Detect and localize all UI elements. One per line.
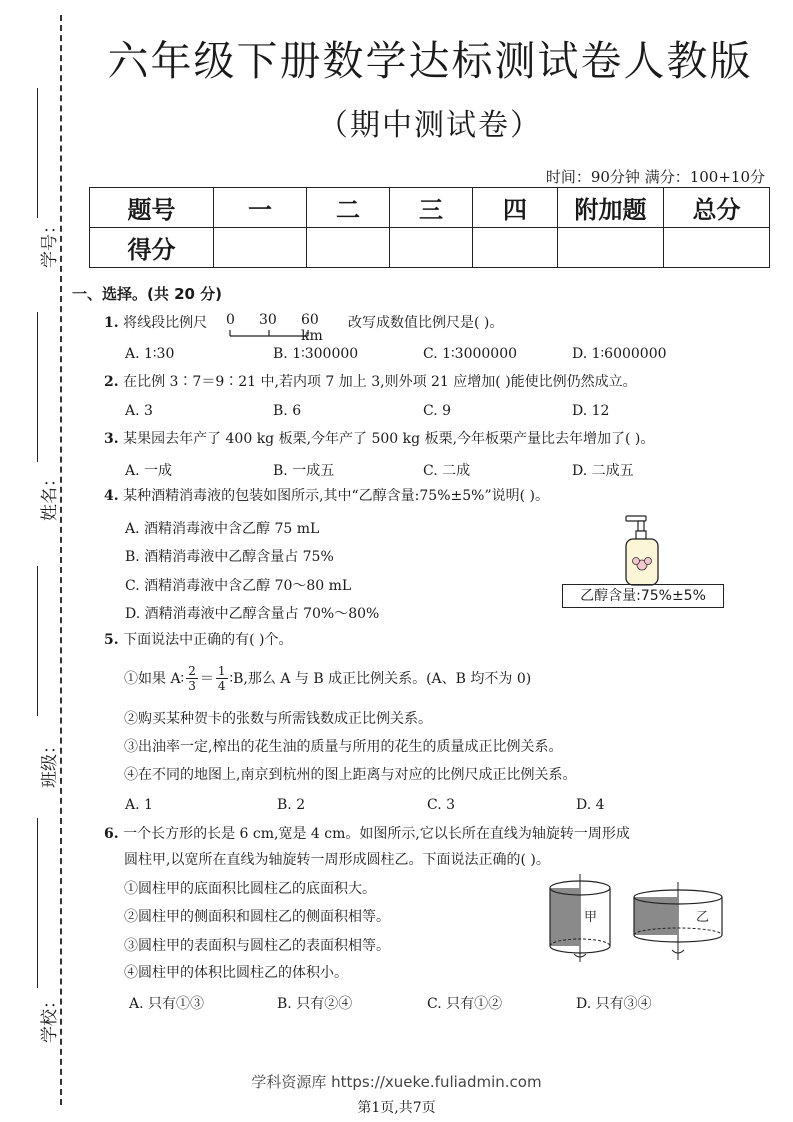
question-number: 2. — [104, 374, 119, 390]
question-text: 某种酒精消毒液的包装如图所示,其中“乙醇含量:75%±5%”说明( )。 — [123, 488, 549, 504]
fraction-numerator: 2 — [188, 664, 196, 678]
fraction-numerator: 1 — [217, 664, 226, 678]
score-input-cell[interactable] — [307, 228, 390, 268]
score-row-label: 得分 — [90, 228, 214, 268]
question-2 — [104, 375, 637, 389]
footer-source: 学科资源库 https://xueke.fuliadmin.com — [251, 1073, 542, 1091]
line-scale-figure — [226, 312, 323, 344]
name-line — [37, 312, 38, 462]
fraction-denominator: 3 — [188, 679, 196, 693]
option-c[interactable]: C. 酒精消毒液中含乙醇 70～80 mL — [125, 578, 352, 594]
statement-4: ④在不同的地图上,南京到杭州的图上距离与对应的比例尺成正比例关系。 — [124, 767, 577, 783]
option-c[interactable]: C. 只有①② — [427, 996, 503, 1012]
question-3 — [104, 432, 654, 446]
option-d[interactable]: D. 只有③④ — [576, 996, 652, 1012]
page-number: 第1页,共7页 — [357, 1100, 436, 1116]
statement-2: ②圆柱甲的侧面积和圆柱乙的侧面积相等。 — [124, 909, 390, 925]
option-b[interactable]: B. 酒精消毒液中乙醇含量占 75% — [125, 549, 334, 565]
scale-bar — [228, 328, 312, 338]
option-b[interactable]: B. 2 — [277, 797, 306, 813]
statement-2: ②购买某种贺卡的张数与所需钱数成正比例关系。 — [124, 711, 432, 727]
question-text: 将线段比例尺 — [123, 315, 208, 331]
question-number: 4. — [104, 488, 119, 504]
question-text: 一个长方形的长是 6 cm,宽是 4 cm。如图所示,它以长所在直线为轴旋转一周形成 — [123, 826, 630, 842]
statement-3: ③出油率一定,榨出的花生油的质量与所用的花生的质量成正比例关系。 — [124, 739, 563, 755]
score-header-cell: 总分 — [664, 188, 770, 228]
sanitizer-bottle-icon — [612, 514, 674, 586]
school-line — [37, 818, 38, 988]
equals-sign: ＝ — [199, 670, 214, 687]
option-a[interactable]: A. 一成 — [125, 463, 173, 479]
score-header-cell: 三 — [390, 188, 473, 228]
score-header-cell: 四 — [473, 188, 558, 228]
page-title: 六年级下册数学达标测试卷人教版 — [107, 37, 753, 85]
binding-dashed-line — [60, 15, 62, 1105]
ethanol-content-label: 乙醇含量:75%±5% — [562, 584, 724, 608]
fraction — [186, 664, 198, 693]
score-header-cell: 一 — [214, 188, 307, 228]
exam-meta: 时间：90分钟 满分：100+10分 — [545, 168, 765, 186]
score-input-cell[interactable] — [390, 228, 473, 268]
scale-tick-label: 0 — [226, 312, 235, 328]
question-text: 在比例 3∶7＝9∶21 中,若内项 7 加上 3,则外项 21 应增加( )能使比例仍然成立。 — [123, 374, 637, 390]
option-a[interactable]: A. 酒精消毒液中含乙醇 75 mL — [125, 521, 320, 537]
fraction — [216, 664, 228, 693]
option-b[interactable]: B. 1∶300000 — [273, 346, 359, 362]
option-a[interactable]: A. 3 — [125, 403, 153, 419]
option-c[interactable]: C. 3 — [427, 797, 456, 813]
score-header-cell: 二 — [307, 188, 390, 228]
cylinder-yi-figure — [628, 880, 728, 964]
scale-tick-label: 30 — [259, 312, 277, 328]
option-b[interactable]: B. 6 — [273, 403, 302, 419]
question-4 — [104, 489, 549, 503]
option-d[interactable]: D. 1∶6000000 — [572, 346, 667, 362]
class-line — [37, 566, 38, 716]
option-d[interactable]: D. 4 — [576, 797, 605, 813]
section-heading: 一、选择。(共 20 分) — [72, 285, 223, 303]
fraction-denominator: 4 — [217, 679, 226, 693]
option-a[interactable]: A. 1∶30 — [125, 346, 175, 362]
option-b[interactable]: B. 只有②④ — [277, 996, 353, 1012]
student-id-label: 学号： — [40, 217, 60, 268]
score-table — [89, 187, 770, 268]
cylinder-jia-label: 甲 — [584, 910, 598, 925]
school-label: 学校： — [40, 992, 60, 1043]
option-d[interactable]: D. 酒精消毒液中乙醇含量占 70%～80% — [125, 606, 380, 622]
question-text-tail: 改写成数值比例尺是( )。 — [348, 315, 504, 331]
question-number: 3. — [104, 431, 119, 447]
cylinder-yi-label: 乙 — [696, 910, 710, 925]
option-b[interactable]: B. 一成五 — [273, 463, 335, 479]
score-table-header-row — [90, 188, 770, 228]
option-d[interactable]: D. 12 — [572, 403, 610, 419]
page-subtitle: （期中测试卷） — [318, 108, 542, 143]
score-table-score-row — [90, 228, 770, 268]
question-text: 下面说法中正确的有( )个。 — [123, 632, 293, 648]
question-text: 某果园去年产了 400 kg 板栗,今年产了 500 kg 板栗,今年板栗产量比去年增加了( )。 — [123, 431, 655, 447]
question-text-line2: 圆柱甲,以宽所在直线为轴旋转一周形成圆柱乙。下面说法正确的( )。 — [124, 852, 550, 868]
rotated-rectangle — [550, 888, 580, 946]
statement-3: ③圆柱甲的表面积与圆柱乙的表面积相等。 — [124, 938, 390, 954]
option-c[interactable]: C. 9 — [423, 403, 452, 419]
statement-1: ①圆柱甲的底面积比圆柱乙的底面积大。 — [124, 881, 376, 897]
score-input-cell[interactable] — [558, 228, 664, 268]
statement-text: ①如果 A∶ — [124, 670, 185, 687]
option-c[interactable]: C. 二成 — [423, 463, 471, 479]
score-header-cell: 附加题 — [558, 188, 664, 228]
statement-text: ∶B,那么 A 与 B 成正比例关系。(A、B 均不为 0) — [229, 670, 532, 687]
question-5 — [104, 633, 292, 647]
score-input-cell[interactable] — [214, 228, 307, 268]
question-1 — [104, 316, 207, 330]
option-d[interactable]: D. 二成五 — [572, 463, 634, 479]
name-label: 姓名： — [40, 470, 60, 521]
option-a[interactable]: A. 只有①③ — [129, 996, 205, 1012]
class-label: 班级： — [40, 737, 60, 788]
question-number: 1. — [104, 315, 119, 331]
question-number: 6. — [104, 826, 119, 842]
scale-tick-label: 60 km — [301, 312, 323, 344]
option-c[interactable]: C. 1∶3000000 — [423, 346, 518, 362]
option-a[interactable]: A. 1 — [125, 797, 153, 813]
cylinder-jia-figure — [540, 872, 620, 964]
question-number: 5. — [104, 632, 119, 648]
score-input-cell[interactable] — [664, 228, 770, 268]
statement-4: ④圆柱甲的体积比圆柱乙的体积小。 — [124, 965, 348, 981]
score-header-cell: 题号 — [90, 188, 214, 228]
question-6 — [104, 827, 630, 841]
score-input-cell[interactable] — [473, 228, 558, 268]
statement-1 — [124, 664, 531, 693]
